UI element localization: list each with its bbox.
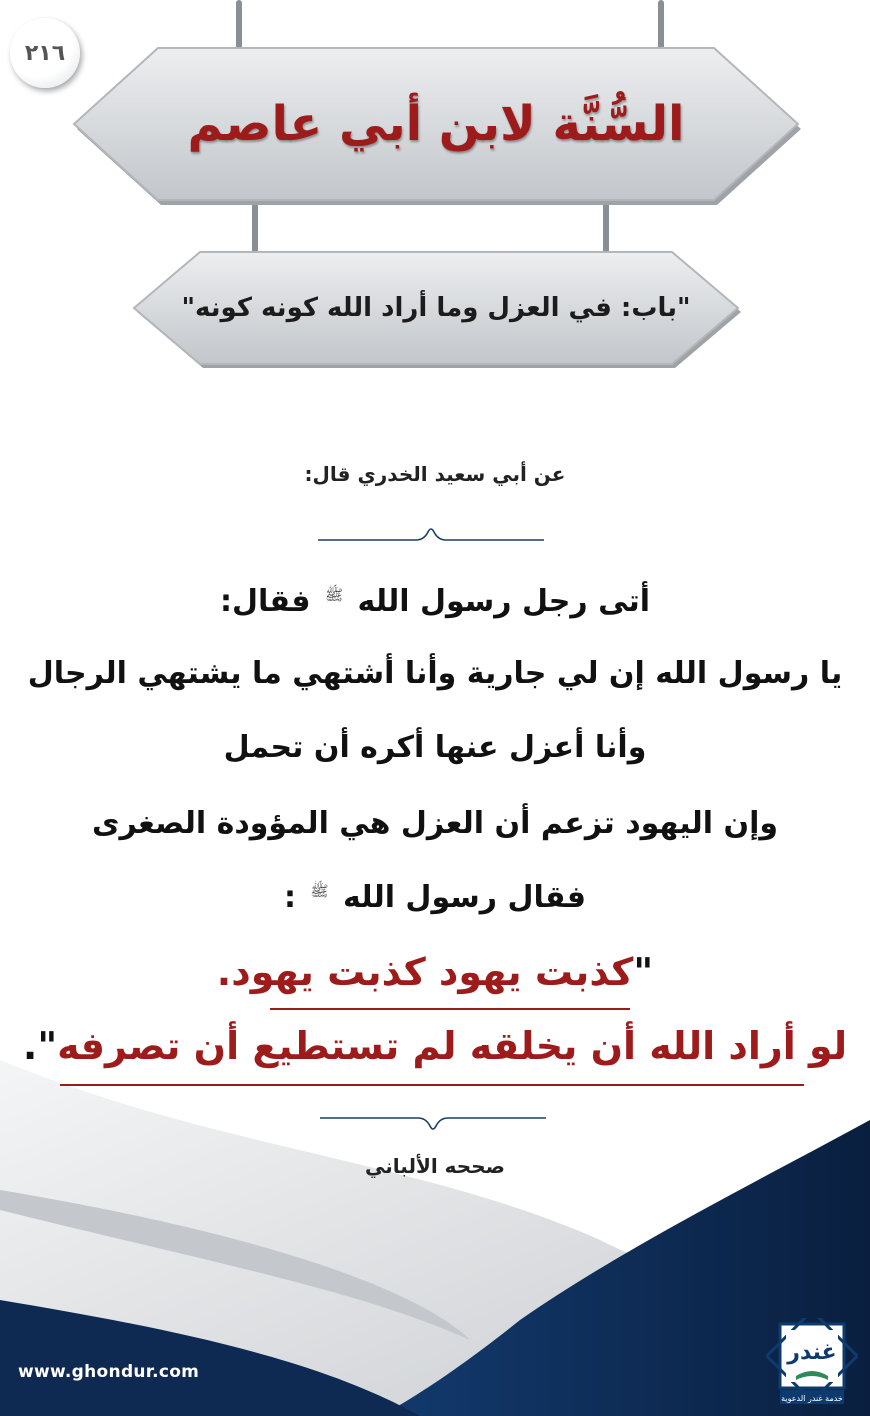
quote-underline-1 (270, 1008, 630, 1010)
book-title: السُّنَّة لابن أبي عاصم (187, 96, 685, 152)
prophet-quote-line-2-text: لو أراد الله أن يخلقه لم تستطيع أن تصرفه (57, 1024, 848, 1068)
hadith-line-1 (0, 584, 870, 619)
hadith-line-4: وإن اليهود تزعم أن العزل هي المؤودة الصغرى (91, 806, 779, 841)
narrator-line: عن أبي سعيد الخدري قال: (304, 462, 566, 486)
chapter-title-sign (128, 246, 744, 370)
prophet-quote-line-1 (0, 950, 870, 994)
hadith-line-1-text: أتى رجل رسول الله (357, 584, 651, 619)
hadith-line-5 (0, 880, 870, 915)
grading-note: صححه الألباني (365, 1154, 505, 1178)
prophet-quote-line-2 (0, 1024, 870, 1068)
quote-mark-open: " (633, 950, 654, 994)
hadith-line-5-end: : (283, 880, 296, 915)
page-number: ٢١٦ (24, 40, 66, 66)
salawat-icon: ﷺ (310, 882, 329, 900)
salawat-icon: ﷺ (324, 586, 344, 604)
ghondur-logo (766, 1318, 858, 1408)
book-title-sign (66, 40, 806, 208)
hadith-line-3: وأنا أعزل عنها أكره أن تحمل (223, 730, 647, 765)
website-link[interactable]: www.ghondur.com (18, 1362, 200, 1382)
hadith-line-1-end: فقال: (219, 584, 311, 619)
quote-underline-2 (60, 1084, 804, 1086)
ornament-divider-top (316, 520, 546, 550)
quote-mark-close: ". (22, 1024, 58, 1068)
prophet-quote-line-1-text: كذبت يهود كذبت يهود. (216, 950, 634, 994)
hadith-line-5-text: فقال رسول الله (343, 880, 587, 915)
hadith-line-2: يا رسول الله إن لي جارية وأنا أشتهي ما يشتهي الرجال (27, 656, 843, 691)
logo-subtitle: خدمة غندر الدعوية (781, 1394, 843, 1403)
chapter-title: "باب: في العزل وما أراد الله كونه كونه" (181, 293, 691, 323)
ornament-divider-bottom (318, 1108, 548, 1138)
logo-name: غندر (787, 1340, 837, 1365)
